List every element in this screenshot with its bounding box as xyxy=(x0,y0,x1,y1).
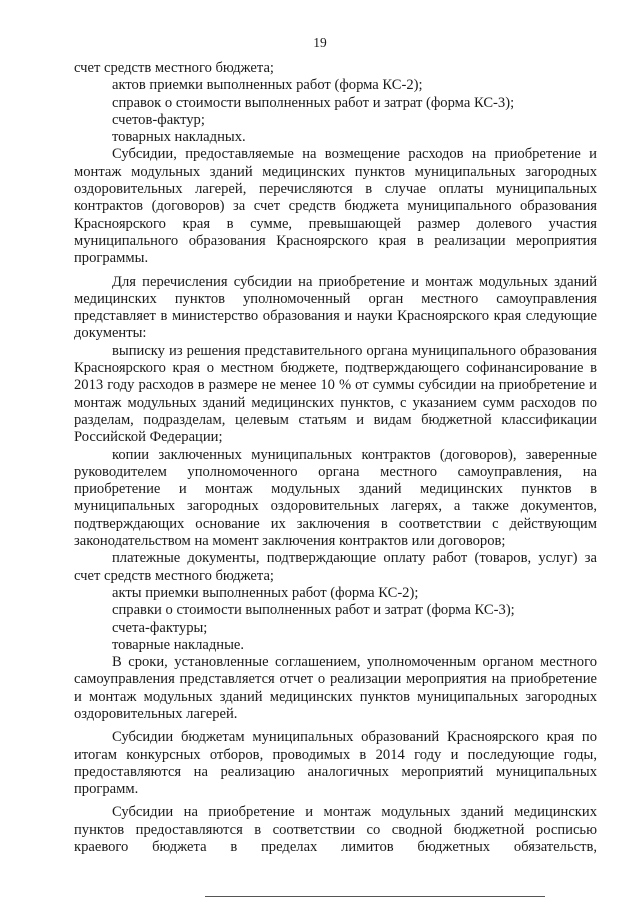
list-item-cost-statements: справки о стоимости выполненных работ и затрат (форма КС-3); xyxy=(112,602,515,619)
list-item-acceptance-acts: акты приемки выполненных работ (форма КС-2); xyxy=(112,584,419,601)
document-body xyxy=(74,60,597,856)
list-item-ks3-statements: справок о стоимости выполненных работ и затрат (форма КС-3); xyxy=(112,94,515,111)
paragraph-subsidy-reimbursement: Субсидии, предоставляемые на возмещение расходов на приобретение и монтаж модульных зданий медицинских пунктов муниципальных загородных оздоровительных лагерей, перечисляются в случае оплаты муниципальных контрактов (договоров) за счет средств бюджета муниципального образования Красноярского края в сумме, превышающей размер долевого участия муниципального образования Красноярского края в реализации мероприятия программы. xyxy=(74,146,597,267)
paragraph-transfer-documents: Для перечисления субсидии на приобретение и монтаж модульных зданий медицинских пунктов уполномоченный орган местного самоуправления представляет в министерство образования и науки Красноярского края следующие документы: xyxy=(74,273,597,342)
paragraph-continuation: счет средств местного бюджета; xyxy=(74,60,274,76)
list-item-contract-copies: копии заключенных муниципальных контрактов (договоров), заверенные руководителем уполномоченного органа местного самоуправления, на приобретение и монтаж модульных зданий медицинских пунктов в муниципальных загородных оздоровительных лагерях, а также документов, подтверждающих основание их заключения в соответствии с действующим законодательством на момент заключения контрактов или договоров; xyxy=(74,446,597,550)
page-number: 19 xyxy=(313,35,327,50)
paragraph-competitive-selection: Субсидии бюджетам муниципальных образований Красноярского края по итогам конкурсных отборов, проводимых в 2014 году и последующие годы, предоставляются на реализацию аналогичных мероприятий муниципальных программ. xyxy=(74,729,597,798)
list-item-waybills-2: товарные накладные. xyxy=(112,636,244,653)
paragraph-report: В сроки, установленные соглашением, уполномоченным органом местного самоуправления представляется отчет о реализации мероприятия на приобретение и монтаж модульных зданий медицинских пунктов муниципальных загородных оздоровительных лагерей. xyxy=(74,654,597,722)
footer-rule xyxy=(205,896,545,897)
list-item-ks2-acts: актов приемки выполненных работ (форма КС-2); xyxy=(112,77,423,94)
paragraph-budget-limits: Субсидии на приобретение и монтаж модульных зданий медицинских пунктов предоставляются в соответствии со сводной бюджетной росписью краевого бюджета в пределах лимитов бюджетных обязательств, xyxy=(74,804,597,856)
list-item-waybills: товарных накладных. xyxy=(112,129,246,146)
list-item-invoices-2: счета-фактуры; xyxy=(112,619,208,636)
list-item-payment-documents: платежные документы, подтверждающие оплату работ (товаров, услуг) за счет средств местного бюджета; xyxy=(74,550,597,584)
list-item-budget-extract: выписку из решения представительного органа муниципального образования Красноярского края о местном бюджете, подтверждающего софинансирование в 2013 году расходов в размере не менее 10 % от суммы субсидии на приобретение и монтаж модульных зданий медицинских пунктов, с указанием сумм расходов по разделам, подразделам, целевым статьям и видам бюджетной классификации Российской Федерации; xyxy=(74,342,597,446)
list-item-invoices: счетов-фактур; xyxy=(112,111,205,128)
